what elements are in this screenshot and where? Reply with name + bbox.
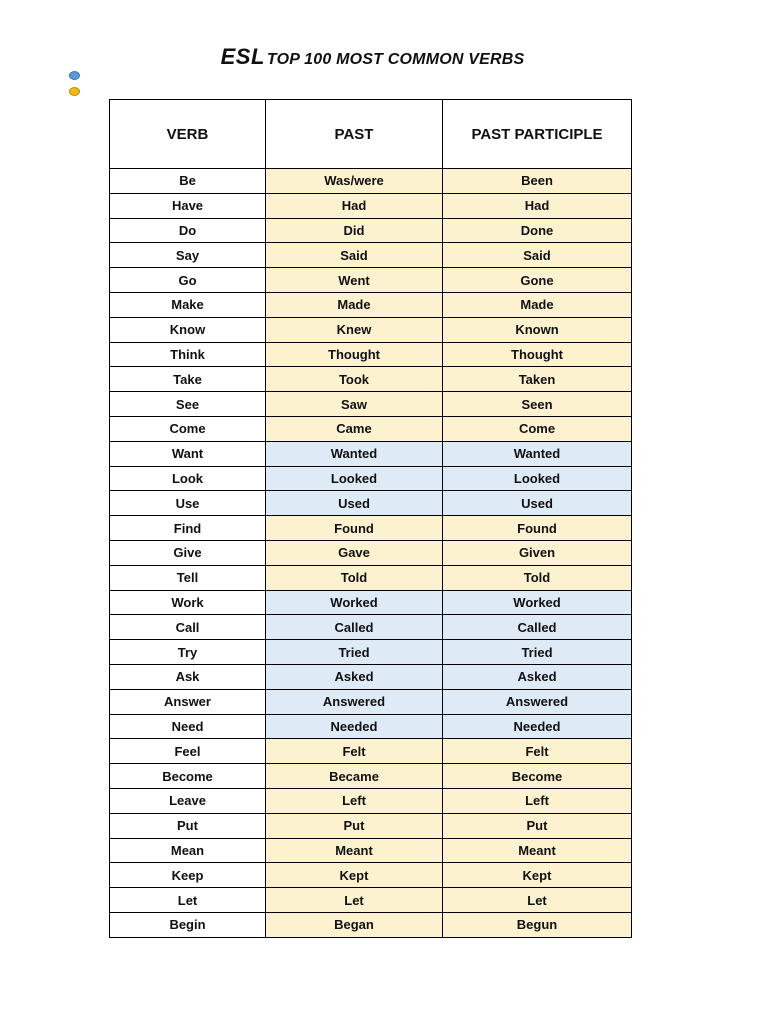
verb-cell: Answer: [110, 689, 266, 714]
header-past-participle: PAST PARTICIPLE: [443, 100, 632, 169]
verb-cell: Know: [110, 317, 266, 342]
past-participle-cell: Kept: [443, 863, 632, 888]
header-past: PAST: [266, 100, 443, 169]
table-row: [110, 764, 632, 789]
past-participle-cell: Looked: [443, 466, 632, 491]
table-row: [110, 664, 632, 689]
table-row: [110, 243, 632, 268]
past-cell: Thought: [266, 342, 443, 367]
verb-cell: Take: [110, 367, 266, 392]
verb-cell: Want: [110, 441, 266, 466]
past-participle-cell: Come: [443, 416, 632, 441]
verb-cell: Keep: [110, 863, 266, 888]
verb-cell: Work: [110, 590, 266, 615]
table-row: [110, 590, 632, 615]
title-text: TOP 100 MOST COMMON VERBS: [266, 51, 525, 68]
table-row: [110, 788, 632, 813]
table-row: [110, 392, 632, 417]
past-participle-cell: Thought: [443, 342, 632, 367]
past-cell: Kept: [266, 863, 443, 888]
verb-cell: Ask: [110, 664, 266, 689]
verb-cell: Go: [110, 268, 266, 293]
table-row: [110, 640, 632, 665]
past-cell: Became: [266, 764, 443, 789]
verb-cell: Tell: [110, 565, 266, 590]
title-prefix: ESL: [220, 44, 265, 69]
past-cell: Was/were: [266, 169, 443, 194]
past-cell: Looked: [266, 466, 443, 491]
verb-cell: Feel: [110, 739, 266, 764]
past-cell: Wanted: [266, 441, 443, 466]
past-participle-cell: Used: [443, 491, 632, 516]
past-cell: Meant: [266, 838, 443, 863]
past-participle-cell: Found: [443, 516, 632, 541]
verb-cell: Call: [110, 615, 266, 640]
verb-table: [109, 99, 632, 938]
verb-cell: Be: [110, 169, 266, 194]
table-row: [110, 268, 632, 293]
verb-cell: Try: [110, 640, 266, 665]
yellow-legend-dot: [69, 87, 80, 96]
verb-cell: Use: [110, 491, 266, 516]
verb-cell: Need: [110, 714, 266, 739]
verb-cell: Come: [110, 416, 266, 441]
verb-cell: Have: [110, 193, 266, 218]
past-participle-cell: Had: [443, 193, 632, 218]
past-participle-cell: Worked: [443, 590, 632, 615]
past-participle-cell: Given: [443, 540, 632, 565]
past-cell: Gave: [266, 540, 443, 565]
verb-cell: Mean: [110, 838, 266, 863]
past-cell: Felt: [266, 739, 443, 764]
table-row: [110, 912, 632, 937]
verb-cell: Leave: [110, 788, 266, 813]
table-row: [110, 739, 632, 764]
header-row: [110, 100, 632, 169]
table-body: [110, 169, 632, 938]
past-participle-cell: Called: [443, 615, 632, 640]
past-cell: Needed: [266, 714, 443, 739]
past-cell: Said: [266, 243, 443, 268]
past-participle-cell: Seen: [443, 392, 632, 417]
past-cell: Tried: [266, 640, 443, 665]
past-cell: Did: [266, 218, 443, 243]
past-participle-cell: Become: [443, 764, 632, 789]
past-cell: Worked: [266, 590, 443, 615]
past-participle-cell: Put: [443, 813, 632, 838]
past-participle-cell: Let: [443, 888, 632, 913]
table-row: [110, 292, 632, 317]
past-participle-cell: Needed: [443, 714, 632, 739]
past-participle-cell: Made: [443, 292, 632, 317]
verb-cell: Let: [110, 888, 266, 913]
table-row: [110, 317, 632, 342]
past-participle-cell: Known: [443, 317, 632, 342]
past-cell: Found: [266, 516, 443, 541]
verb-cell: Say: [110, 243, 266, 268]
past-cell: Answered: [266, 689, 443, 714]
past-participle-cell: Taken: [443, 367, 632, 392]
header-verb: VERB: [110, 100, 266, 169]
past-cell: Let: [266, 888, 443, 913]
past-cell: Used: [266, 491, 443, 516]
past-participle-cell: Begun: [443, 912, 632, 937]
past-cell: Began: [266, 912, 443, 937]
past-participle-cell: Left: [443, 788, 632, 813]
past-cell: Called: [266, 615, 443, 640]
past-participle-cell: Tried: [443, 640, 632, 665]
past-participle-cell: Done: [443, 218, 632, 243]
table-row: [110, 367, 632, 392]
verb-cell: Think: [110, 342, 266, 367]
table-row: [110, 516, 632, 541]
verb-cell: Do: [110, 218, 266, 243]
past-participle-cell: Said: [443, 243, 632, 268]
table-row: [110, 218, 632, 243]
verb-cell: Give: [110, 540, 266, 565]
verb-cell: Find: [110, 516, 266, 541]
past-participle-cell: Answered: [443, 689, 632, 714]
table-row: [110, 466, 632, 491]
verb-cell: Begin: [110, 912, 266, 937]
blue-legend-dot: [69, 71, 80, 80]
past-cell: Put: [266, 813, 443, 838]
table-row: [110, 193, 632, 218]
verb-cell: Put: [110, 813, 266, 838]
past-cell: Took: [266, 367, 443, 392]
table-row: [110, 863, 632, 888]
past-cell: Had: [266, 193, 443, 218]
past-cell: Saw: [266, 392, 443, 417]
table-row: [110, 615, 632, 640]
table-row: [110, 689, 632, 714]
verb-cell: Make: [110, 292, 266, 317]
table-row: [110, 416, 632, 441]
page-title: [0, 44, 745, 70]
table-row: [110, 813, 632, 838]
table-row: [110, 169, 632, 194]
verb-cell: Look: [110, 466, 266, 491]
past-cell: Left: [266, 788, 443, 813]
past-participle-cell: Asked: [443, 664, 632, 689]
table-row: [110, 565, 632, 590]
past-participle-cell: Gone: [443, 268, 632, 293]
past-cell: Asked: [266, 664, 443, 689]
table-row: [110, 540, 632, 565]
table-row: [110, 342, 632, 367]
table-row: [110, 441, 632, 466]
table-row: [110, 888, 632, 913]
past-participle-cell: Wanted: [443, 441, 632, 466]
verb-cell: See: [110, 392, 266, 417]
past-cell: Made: [266, 292, 443, 317]
past-cell: Went: [266, 268, 443, 293]
table-row: [110, 838, 632, 863]
verb-cell: Become: [110, 764, 266, 789]
table-row: [110, 491, 632, 516]
past-participle-cell: Felt: [443, 739, 632, 764]
past-cell: Knew: [266, 317, 443, 342]
past-cell: Came: [266, 416, 443, 441]
past-participle-cell: Been: [443, 169, 632, 194]
past-participle-cell: Told: [443, 565, 632, 590]
past-participle-cell: Meant: [443, 838, 632, 863]
table-row: [110, 714, 632, 739]
past-cell: Told: [266, 565, 443, 590]
